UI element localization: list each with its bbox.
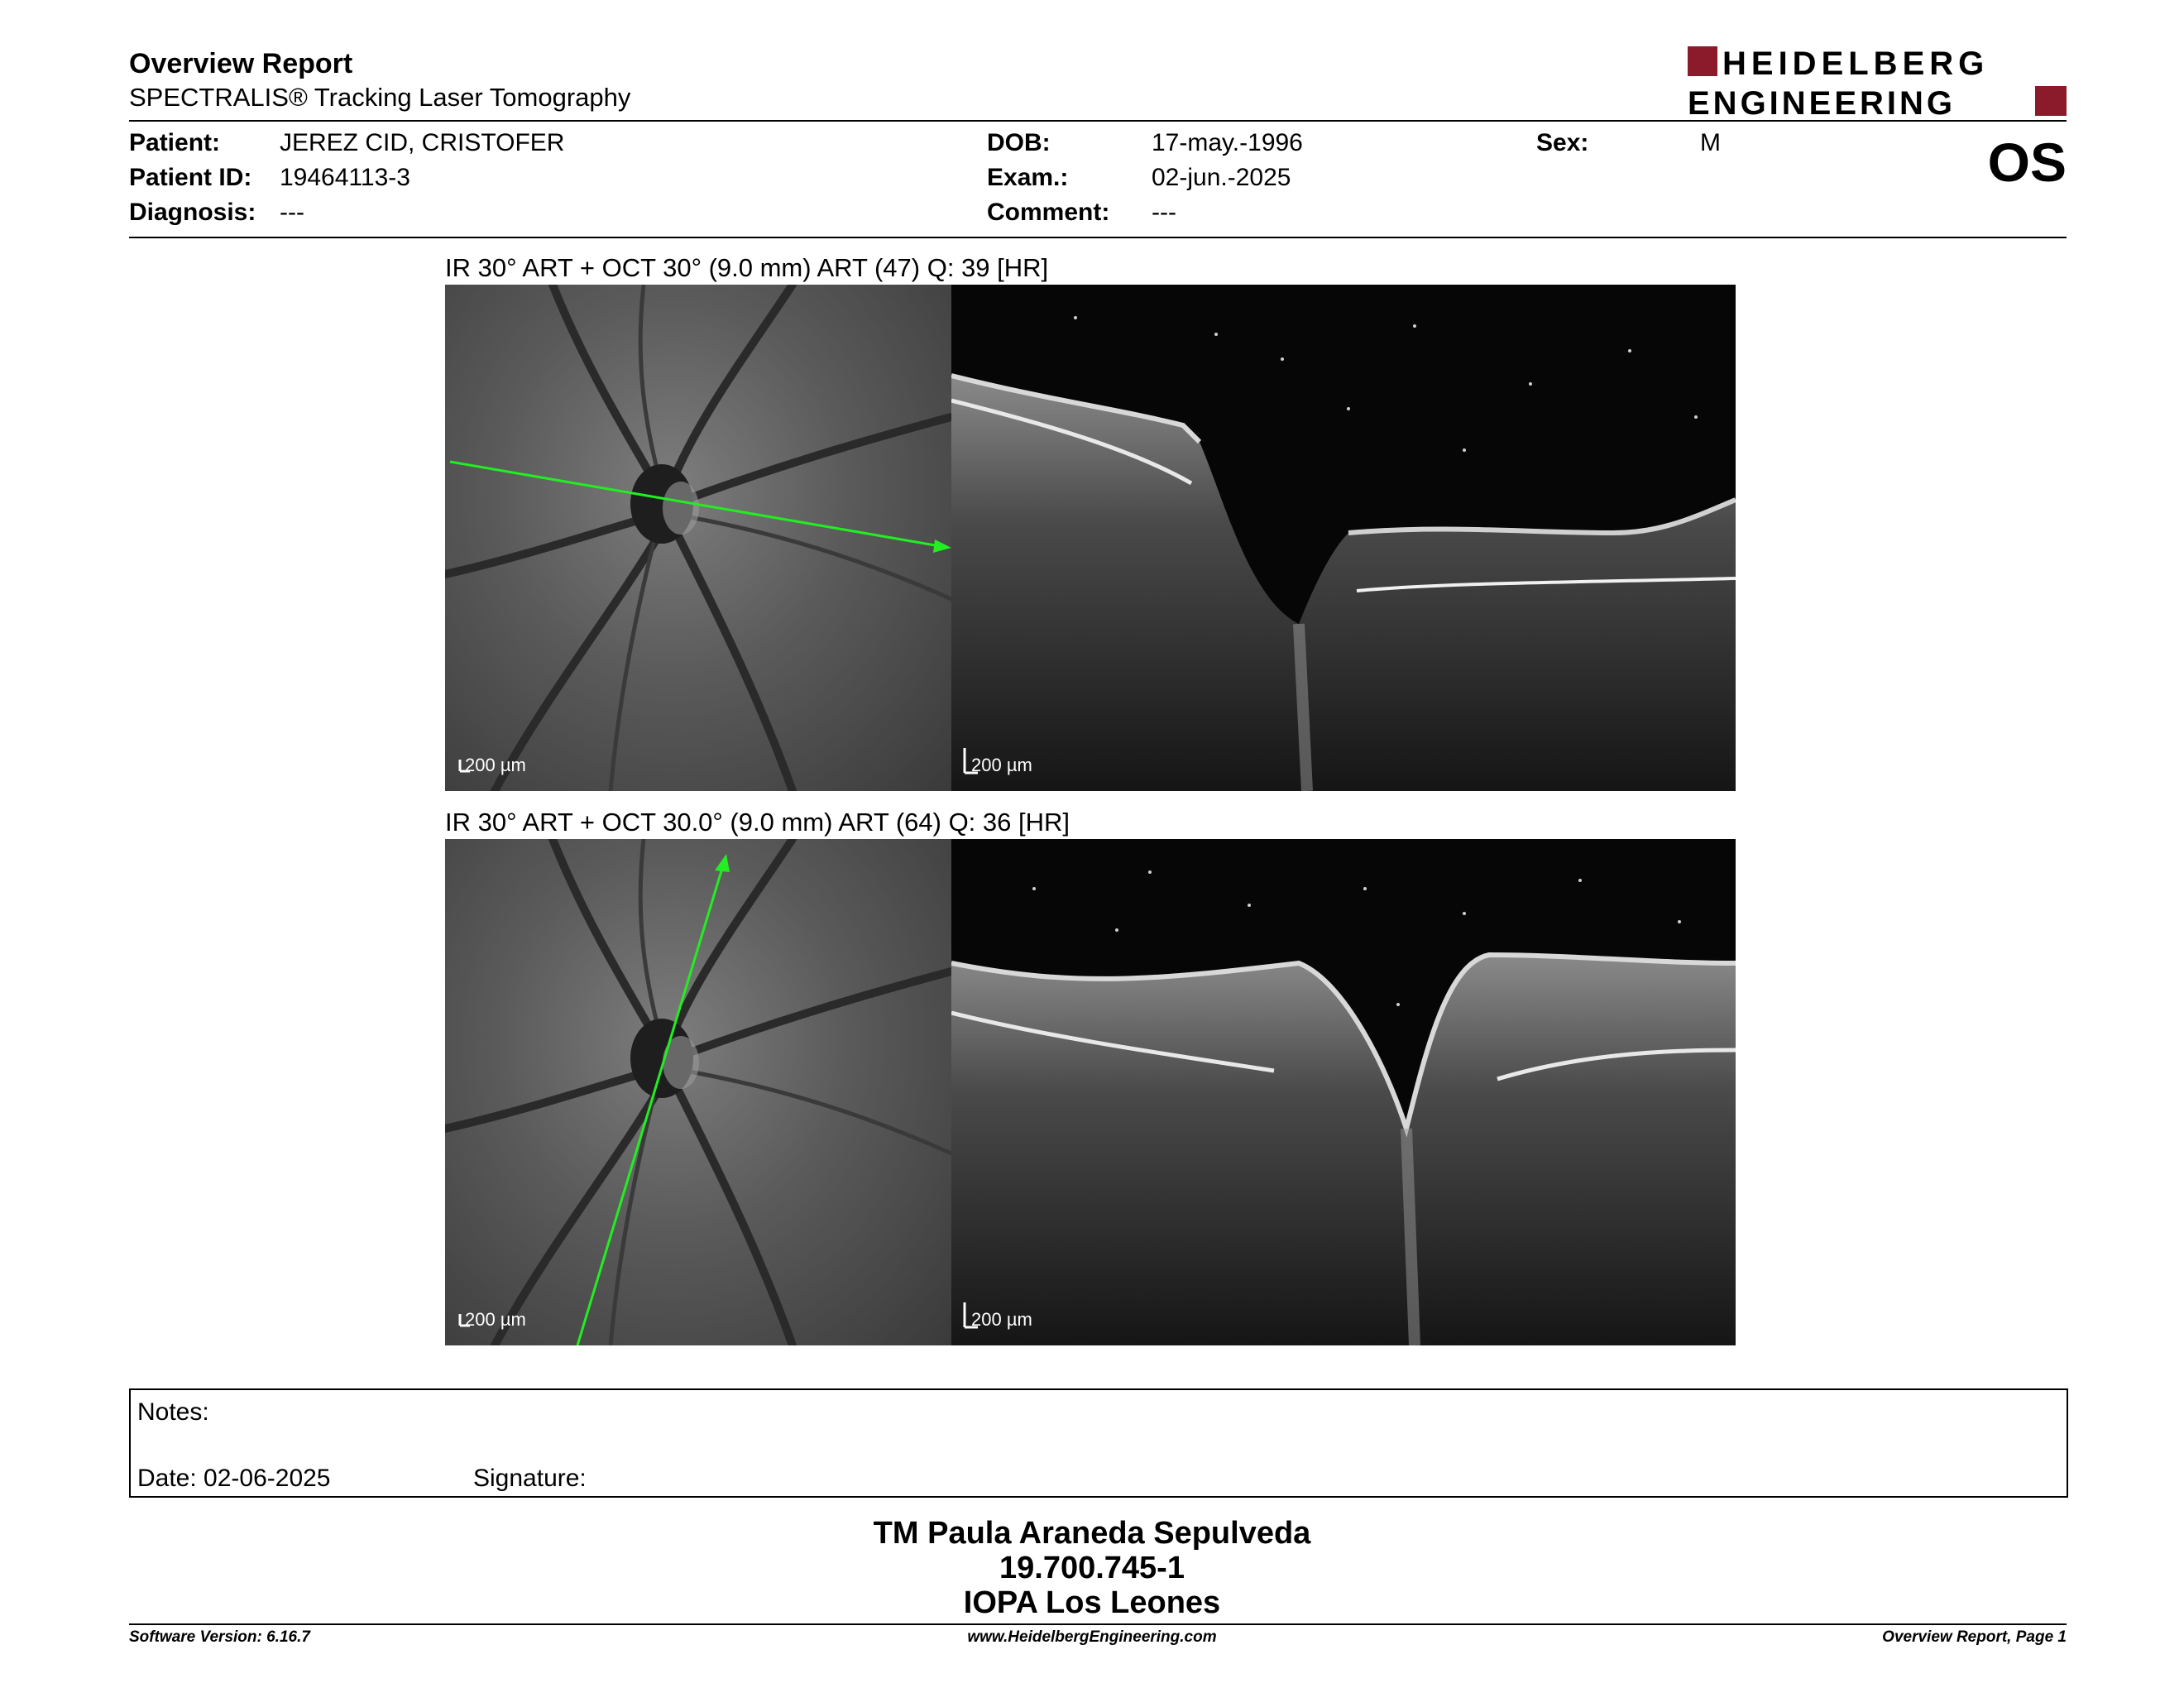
dob-value: 17-may.-1996: [1152, 129, 1303, 156]
diagnosis-value: ---: [280, 199, 304, 226]
sex-value: M: [1700, 129, 1721, 156]
exam-label: Exam.:: [987, 164, 1069, 191]
svg-text:ENGINEERING: ENGINEERING: [1688, 85, 1956, 117]
patient-divider: [129, 237, 2067, 238]
oct-scale-bar-label-1: 200 µm: [971, 755, 1032, 775]
report-subtitle: SPECTRALIS® Tracking Laser Tomography: [129, 83, 631, 112]
eye-indicator: OS: [1987, 132, 2067, 193]
notes-date: Date: 02-06-2025: [137, 1465, 331, 1492]
ir-fundus-image-2: [445, 839, 951, 1345]
signatory-institution: IOPA Los Leones: [963, 1585, 1221, 1620]
oct-bscan-image-1: [951, 285, 1736, 791]
scan-caption-2: IR 30° ART + OCT 30.0° (9.0 mm) ART (64) Q: 36 [HR]: [445, 808, 1070, 837]
software-version: Software Version: 6.16.7: [129, 1628, 310, 1646]
patient-id: 19464113-3: [280, 164, 410, 191]
signatory-rut: 19.700.745-1: [999, 1551, 1185, 1585]
signature-label: Signature:: [473, 1465, 587, 1492]
oct-scale-bar-label-2: 200 µm: [971, 1309, 1032, 1330]
svg-text:HEIDELBERG: HEIDELBERG: [1722, 46, 1990, 82]
exam-value: 02-jun.-2025: [1152, 164, 1291, 191]
comment-label: Comment:: [987, 199, 1110, 226]
heidelberg-logo: [1688, 46, 2068, 117]
scan-line-1: [450, 462, 940, 546]
header-divider: [129, 120, 2067, 122]
ir-scale-bar-label-2: 200 µm: [465, 1309, 526, 1330]
website-link[interactable]: www.HeidelbergEngineering.com: [967, 1628, 1217, 1646]
patient-id-label: Patient ID:: [129, 164, 252, 191]
patient-label: Patient:: [129, 129, 221, 156]
patient-name: JEREZ CID, CRISTOFER: [280, 129, 565, 156]
diagnosis-label: Diagnosis:: [129, 199, 256, 226]
oct-bscan-image-2: [951, 839, 1736, 1345]
notes-box[interactable]: [129, 1388, 2068, 1498]
scan-caption-1: IR 30° ART + OCT 30° (9.0 mm) ART (47) Q: 39 [HR]: [445, 253, 1049, 282]
dob-label: DOB:: [987, 129, 1051, 156]
notes-label: Notes:: [137, 1398, 209, 1426]
signatory-name: TM Paula Araneda Sepulveda: [873, 1516, 1311, 1551]
comment-value: ---: [1152, 199, 1176, 226]
report-title: Overview Report: [129, 48, 353, 79]
ir-scale-bar-label-1: 200 µm: [465, 755, 526, 775]
sex-label: Sex:: [1536, 129, 1589, 156]
footer-divider: [129, 1623, 2067, 1625]
page-number: Overview Report, Page 1: [1882, 1628, 2067, 1646]
ir-fundus-image-1: [445, 285, 951, 791]
